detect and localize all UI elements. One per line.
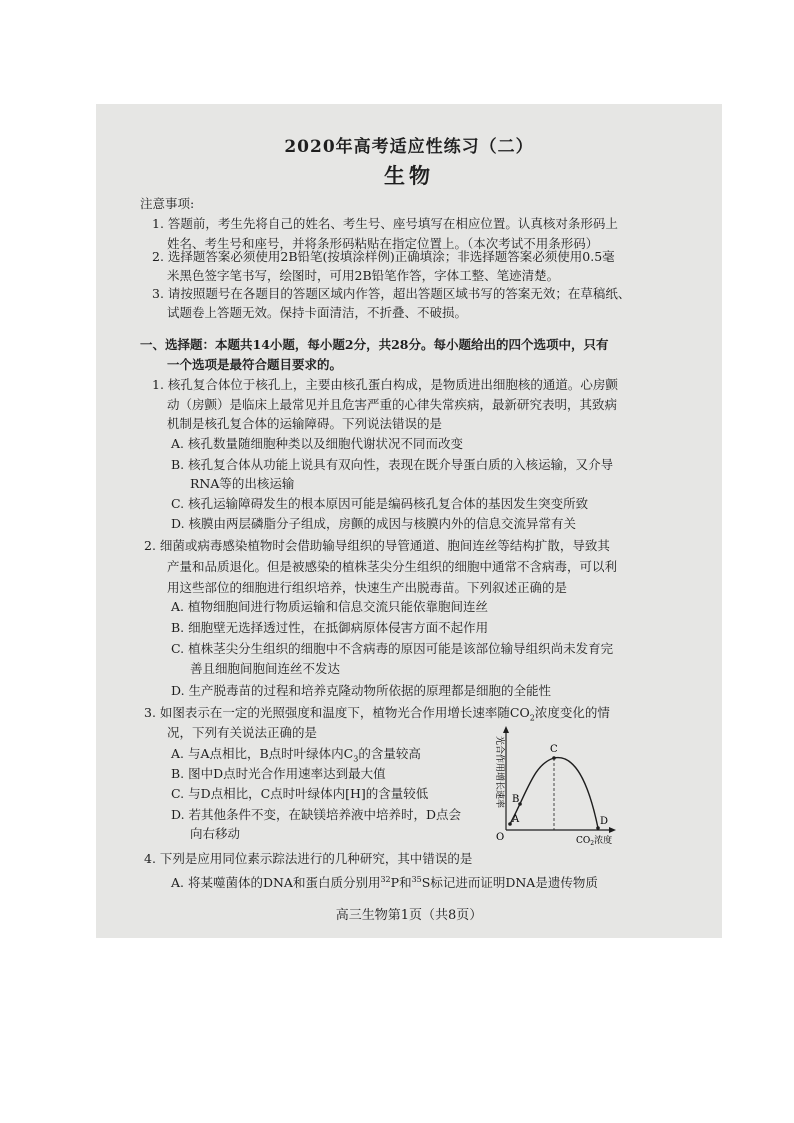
- y-axis-arrow: [503, 726, 509, 733]
- q2-option-a: A. 植物细胞间进行物质运输和信息交流只能依靠胞间连丝: [171, 599, 488, 614]
- q3-stem-line1: 3. 如图表示在一定的光照强度和温度下，植物光合作用增长速率随$CO_2$浓度变化的情: [144, 705, 610, 723]
- q3-stem-line2: 况，下列有关说法正确的是: [167, 725, 318, 740]
- q2-option-c-line1: C. 植株茎尖分生组织的细胞中不含病毒的原因可能是该部位输导组织尚未发育完: [171, 641, 614, 656]
- subject-title: 生物: [384, 163, 434, 188]
- point-b-label: B: [512, 794, 520, 805]
- q4-stem-line1: 4. 下列是应用同位素示踪法进行的几种研究，其中错误的是: [144, 851, 473, 866]
- q2-option-b: B. 细胞壁无选择透过性，在抵御病原体侵害方面不起作用: [171, 620, 489, 635]
- notice-item-2-line1: 2. 选择题答案必须使用2B铅笔(按填涂样例)正确填涂；非选择题答案必须使用0.5毫: [152, 249, 615, 264]
- notice-item-3-line2: 试题卷上答题无效。保持卡面清洁，不折叠、不破损。: [167, 305, 468, 320]
- q2-option-d: D. 生产脱毒苗的过程和培养克隆动物所依据的原理都是细胞的全能性: [171, 683, 552, 698]
- q3-option-d-line2: 向右移动: [190, 826, 241, 841]
- q1-stem-line3: 机制是核孔复合体的运输障碍。下列说法错误的是: [167, 416, 443, 431]
- q1-stem-line2: 动（房颤）是临床上最常见并且危害严重的心律失常疾病，最新研究表明，其致病: [167, 397, 618, 412]
- q3-option-d-line1: D. 若其他条件不变，在缺镁培养液中培养时，D点会: [171, 807, 462, 822]
- origin-label: O: [496, 832, 505, 843]
- point-c-marker: [552, 756, 556, 760]
- q1-stem-line1: 1. 核孔复合体位于核孔上，主要由核孔蛋白构成，是物质进出细胞核的通道。心房颤: [152, 377, 618, 392]
- page-footer: 高三生物第1页（共8页）: [335, 908, 483, 923]
- point-d-label: D: [600, 816, 609, 827]
- y-axis-label: 光合作用增长速率: [494, 736, 504, 809]
- notice-item-3-line1: 3. 请按照题号在各题目的答题区域内作答，超出答题区域书写的答案无效；在草稿纸、: [152, 286, 631, 301]
- q4-option-a: A. 将某噬菌体的DNA和蛋白质分别用$^{32}$P和$^{35}$S标记进而证明DNA是遗传物质: [171, 875, 598, 891]
- q1-option-d: D. 核膜由两层磷脂分子组成，房颤的成因与核膜内外的信息交流异常有关: [171, 516, 577, 531]
- notice-heading: 注意事项:: [140, 196, 195, 211]
- notice-item-1-line2: 姓名、考生号和座号，并将条形码粘贴在指定位置上。（本次考试不用条形码）: [167, 236, 599, 251]
- point-a-label: A: [512, 814, 520, 825]
- co2-photosynthesis-graph: [488, 720, 620, 848]
- q3-option-c: C. 与D点相比，C点时叶绿体内[H]的含量较低: [171, 786, 429, 801]
- q2-stem-line3: 用这些部位的细胞进行组织培养，快速生产出脱毒苗。下列叙述正确的是: [167, 580, 568, 595]
- q1-option-c: C. 核孔运输障碍发生的根本原因可能是编码核孔复合体的基因发生突变所致: [171, 496, 589, 511]
- section-header-line2: 一个选项是最符合题目要求的。: [167, 357, 343, 372]
- q2-option-c-line2: 善且细胞间胞间连丝不发达: [190, 661, 341, 676]
- exam-sheet: [96, 104, 722, 938]
- notice-item-2-line2: 米黑色签字笔书写，绘图时，可用2B铅笔作答，字体工整、笔迹清楚。: [167, 268, 560, 283]
- q1-option-a: A. 核孔数量随细胞种类以及细胞代谢状况不同而改变: [171, 436, 463, 451]
- q2-stem-line1: 2. 细菌或病毒感染植物时会借助输导组织的导管通道、胞间连丝等结构扩散，导致其: [144, 538, 610, 553]
- section-header-line1: 一、选择题：本题共14小题，每小题2分，共28分。每小题给出的四个选项中，只有: [140, 337, 609, 352]
- q3-option-b: B. 图中D点时光合作用速率达到最大值: [171, 766, 386, 781]
- q1-option-b-line2: RNA等的出核运输: [190, 476, 295, 491]
- x-axis-label: $CO_2$浓度: [576, 836, 613, 847]
- x-axis-arrow: [609, 827, 616, 833]
- q1-option-b-line1: B. 核孔复合体从功能上说具有双向性，表现在既介导蛋白质的入核运输，又介导: [171, 457, 614, 472]
- notice-item-1-line1: 1. 答题前，考生先将自己的姓名、考生号、座号填写在相应位置。认真核对条形码上: [152, 216, 618, 231]
- point-c-label: C: [550, 744, 558, 755]
- q2-stem-line2: 产量和品质退化。但是被感染的植株茎尖分生组织的细胞中通常不含病毒，可以利: [167, 559, 618, 574]
- exam-title: 2020年高考适应性练习（二）: [284, 137, 534, 157]
- q3-option-a: A. 与A点相比，B点时叶绿体内$C_3$的含量较高: [171, 746, 421, 764]
